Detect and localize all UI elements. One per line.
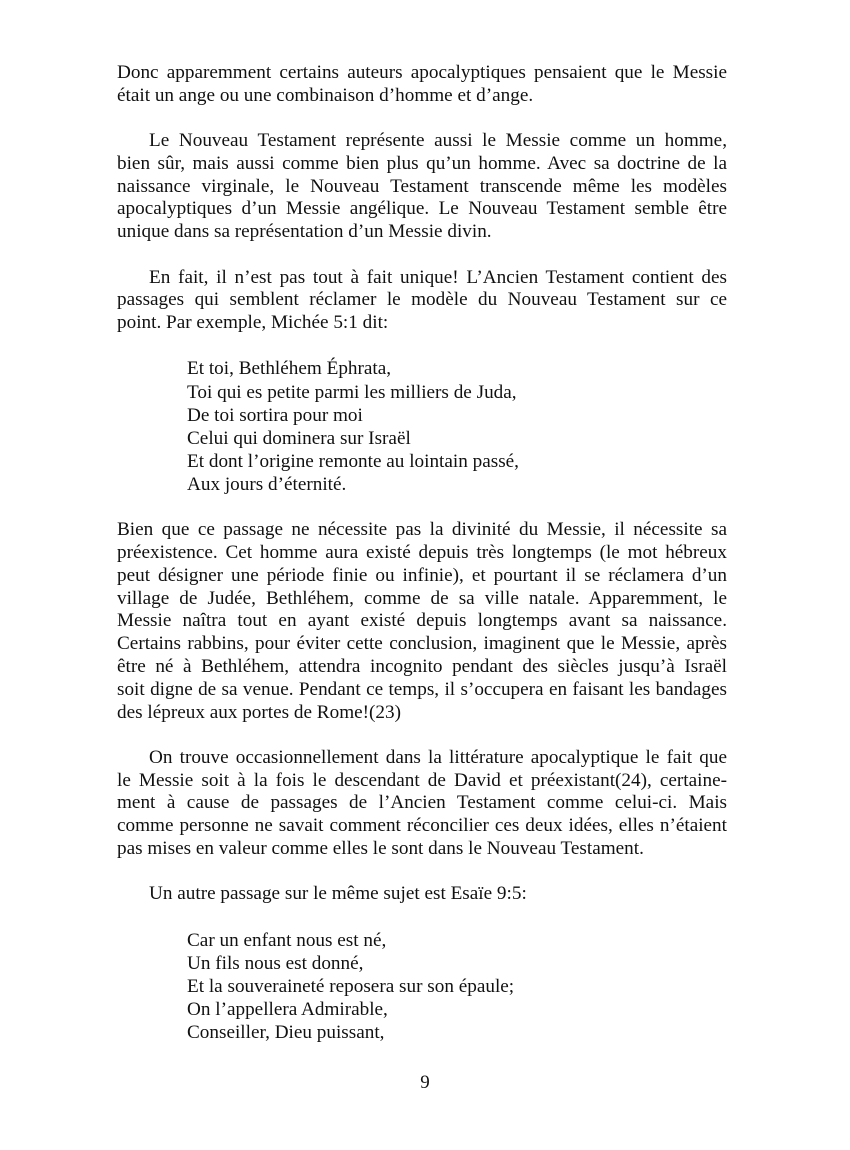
- page-body: [117, 62, 727, 1067]
- text-line: des lépreux aux portes de Rome!(23): [117, 701, 401, 723]
- page-number: 9: [420, 1072, 430, 1093]
- paragraph-isaiah-intro: [117, 883, 727, 906]
- text-line: Bien que ce passage ne nécessite pas la divinité du Messie, il nécessite sa: [117, 519, 727, 541]
- text-line: ment à cause de passages de l’Ancien Testament comme celui-ci. Mais: [117, 792, 727, 814]
- verse-line: Car un enfant nous est né,: [187, 929, 387, 951]
- paragraph-apocalyptic-literature: [117, 747, 727, 861]
- verse-line: Toi qui es petite parmi les milliers de Juda,: [187, 381, 517, 403]
- verse-line: Et la souveraineté reposera sur son épaule;: [187, 976, 515, 998]
- verse-line: Et toi, Bethléhem Éphrata,: [187, 358, 392, 380]
- verse-quote-micah: [187, 357, 727, 496]
- text-line: comme personne ne savait comment réconcilier ces deux idées, elles n’étaient: [117, 815, 727, 837]
- verse-line: De toi sortira pour moi: [187, 404, 363, 426]
- text-line: En fait, il n’est pas tout à fait unique! L’Ancien Testament contient des: [149, 266, 727, 288]
- verse-line: Et dont l’origine remonte au lointain passé,: [187, 451, 519, 473]
- text-line: le Messie soit à la fois le descendant de David et préexistant(24), certaine-: [117, 769, 727, 791]
- text-line: On trouve occasionnellement dans la littérature apocalyptique le fait que: [149, 746, 727, 768]
- text-line: apocalyptiques d’un Messie angélique. Le Nouveau Testament semble être: [117, 198, 727, 220]
- verse-line: Aux jours d’éternité.: [187, 474, 347, 496]
- paragraph-old-testament: [117, 267, 727, 335]
- text-line: bien sûr, mais aussi comme bien plus qu’un homme. Avec sa doctrine de la: [117, 152, 727, 174]
- text-line: village de Judée, Bethléhem, comme de sa ville natale. Apparemment, le: [117, 587, 727, 609]
- text-line: Un autre passage sur le même sujet est Esaïe 9:5:: [149, 883, 527, 905]
- verse-line: On l’appellera Admirable,: [187, 999, 388, 1021]
- text-line: passages qui semblent réclamer le modèle du Nouveau Testament sur ce: [117, 289, 727, 311]
- text-line: naissance virginale, le Nouveau Testament transcende même les modèles: [117, 175, 727, 197]
- text-line: Messie naîtra tout en ayant existé depuis longtemps avant sa naissance.: [117, 610, 727, 632]
- verse-quote-isaiah: [187, 929, 727, 1045]
- text-line: soit digne de sa venue. Pendant ce temps, il s’occupera en faisant les bandages: [117, 678, 727, 700]
- text-line: était un ange ou une combinaison d’homme et d’ange.: [117, 84, 534, 106]
- text-line: peut désigner une période finie ou infinie), et pourtant il se réclamera d’un: [117, 564, 727, 586]
- verse-line: Un fils nous est donné,: [187, 952, 364, 974]
- verse-line: Conseiller, Dieu puissant,: [187, 1022, 385, 1044]
- paragraph-new-testament: [117, 130, 727, 244]
- text-line: pas mises en valeur comme elles le sont dans le Nouveau Testament.: [117, 838, 644, 860]
- text-line: unique dans sa représentation d’un Messie divin.: [117, 221, 492, 243]
- paragraph-angel-messiah: [117, 62, 727, 108]
- text-line: point. Par exemple, Michée 5:1 dit:: [117, 312, 389, 334]
- verse-line: Celui qui dominera sur Israël: [187, 428, 411, 450]
- text-line: Certains rabbins, pour éviter cette conclusion, imaginent que le Messie, après: [117, 633, 727, 655]
- text-line: préexistence. Cet homme aura existé depuis très longtemps (le mot hébreux: [117, 541, 727, 563]
- paragraph-preexistence: [117, 519, 727, 724]
- text-line: Le Nouveau Testament représente aussi le Messie comme un homme,: [149, 130, 727, 152]
- text-line: être né à Bethléhem, attendra incognito pendant des siècles jusqu’à Israël: [117, 655, 727, 677]
- text-line: Donc apparemment certains auteurs apocalyptiques pensaient que le Messie: [117, 62, 727, 83]
